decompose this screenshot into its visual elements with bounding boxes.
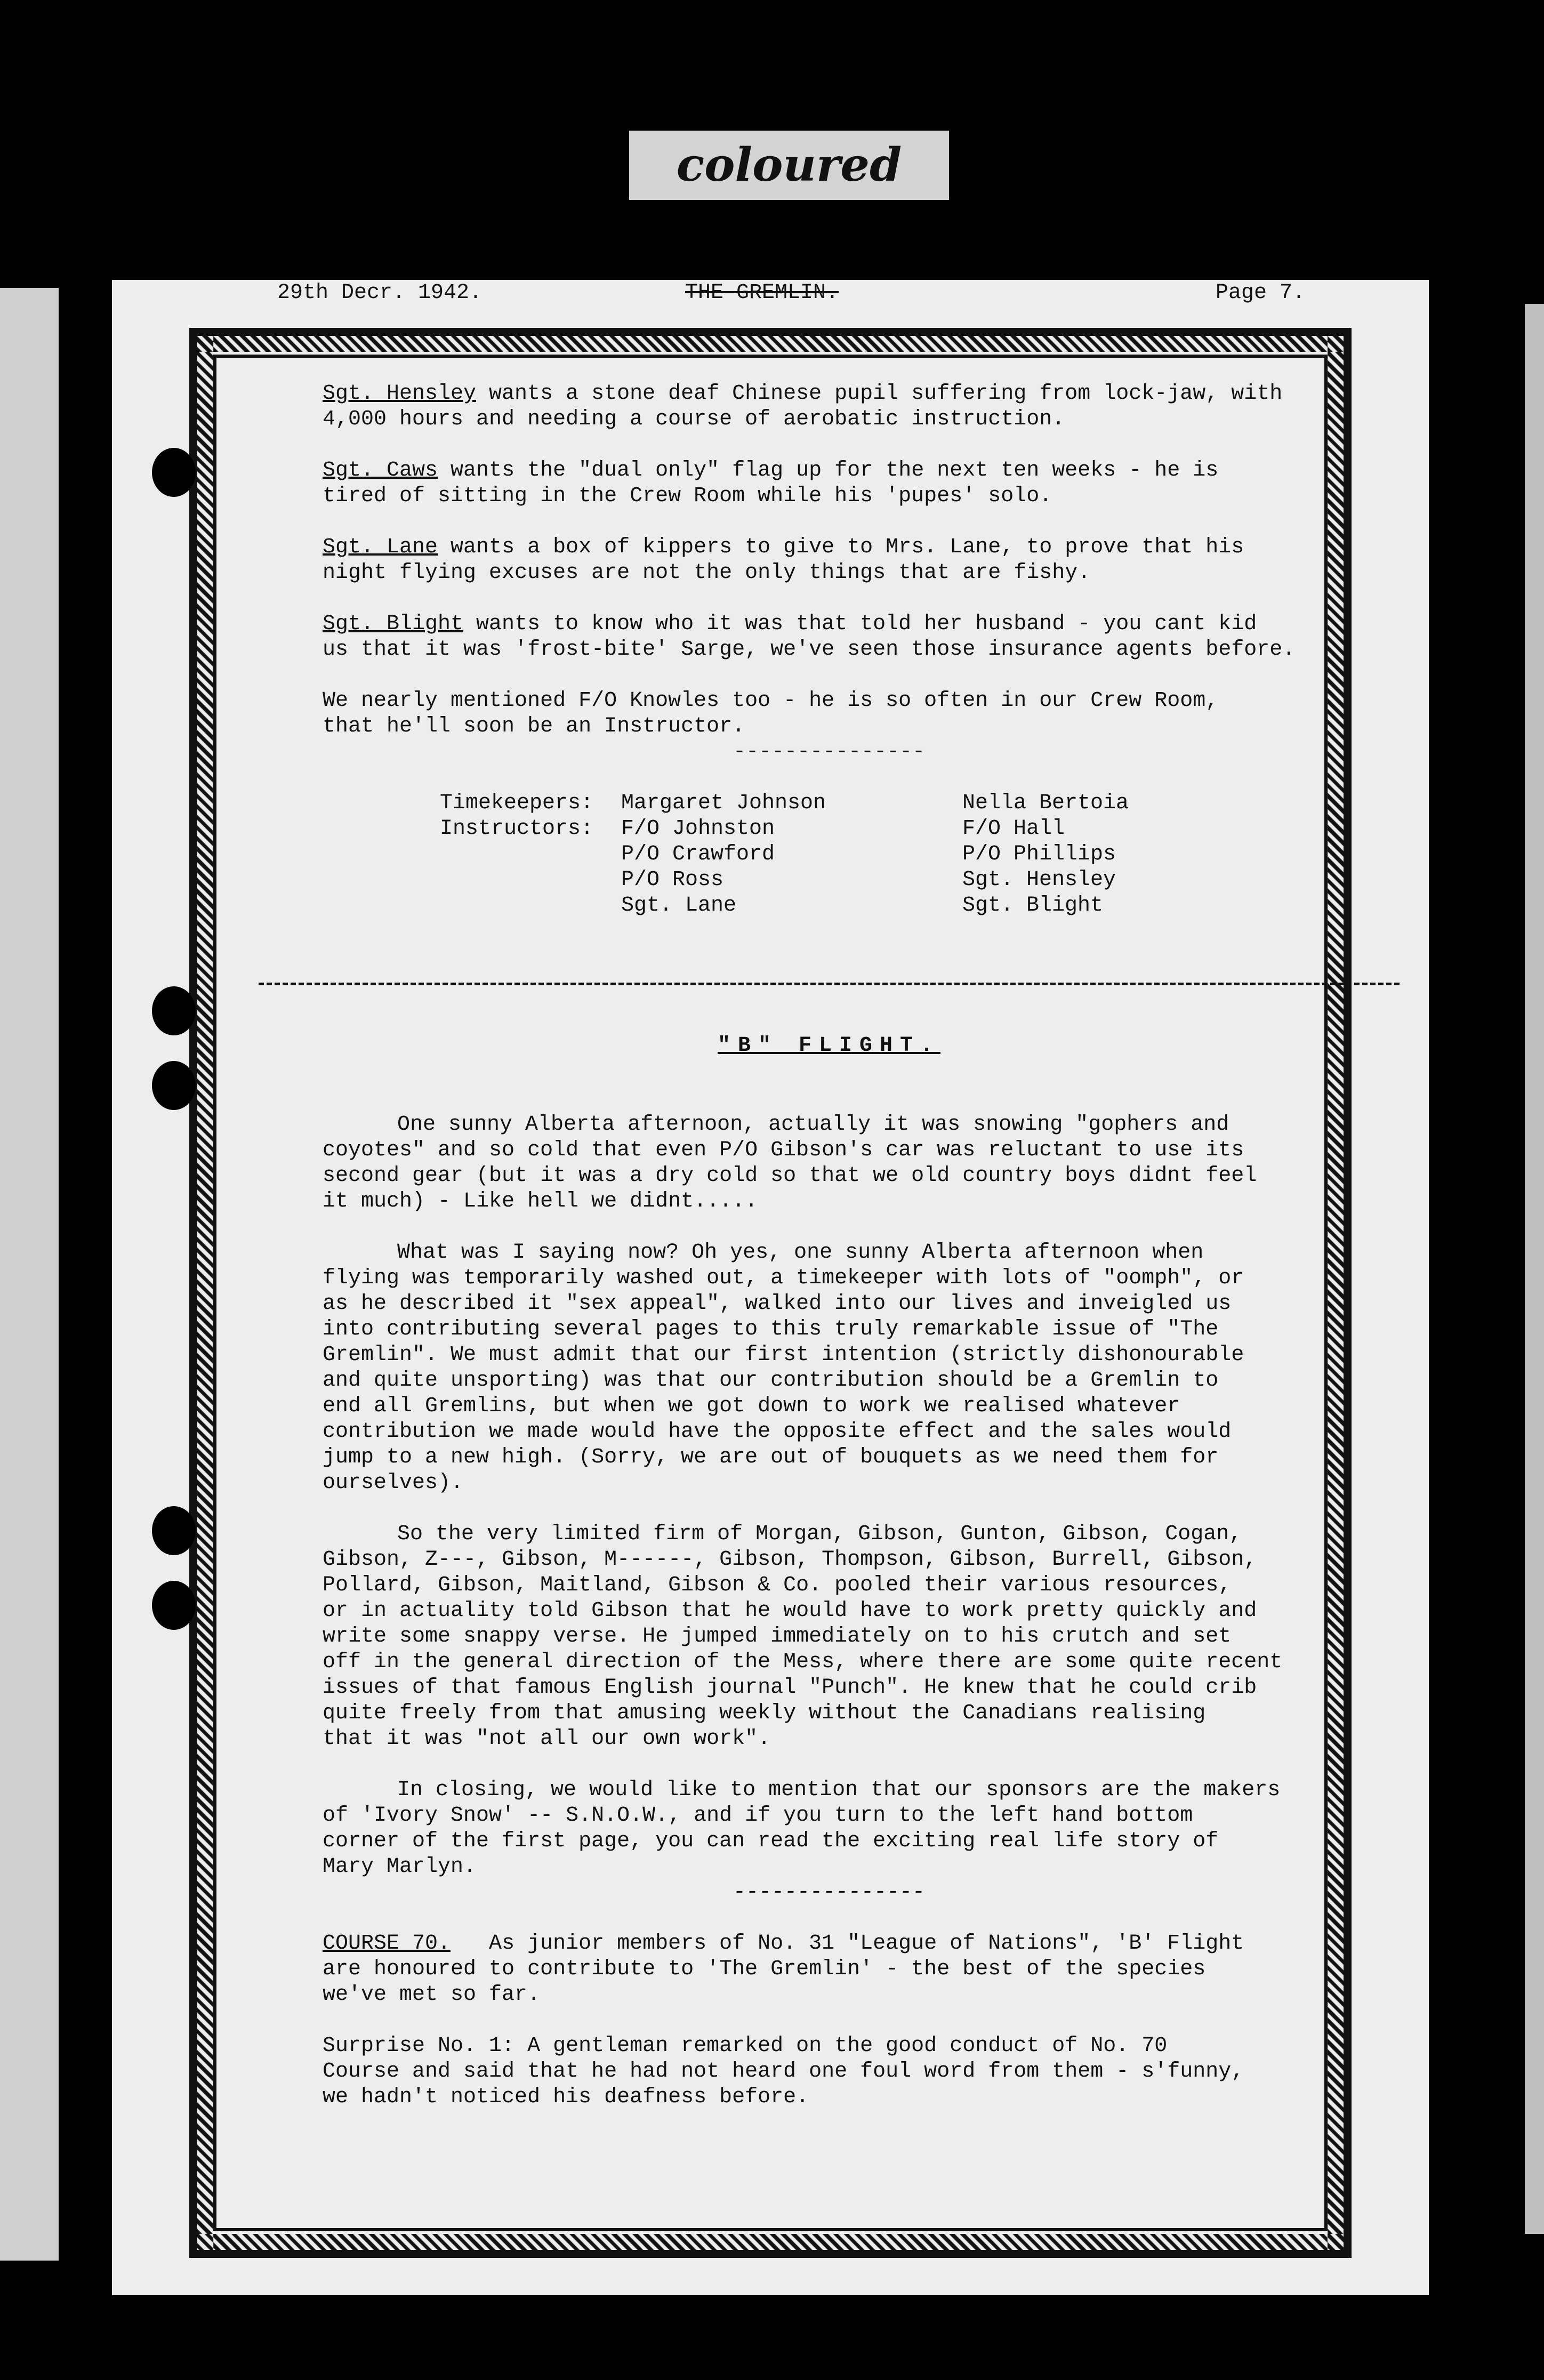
- paragraph-blight: [323, 612, 1336, 663]
- b-flight-paragraph-4: In closing, we would like to mention that our sponsors are the makers of 'Ivory Snow' -- S.N.O.W., and if you turn to the left hand bottom corner of the first page, you can read the exciting real life story of Mary Marlyn.: [323, 1778, 1281, 1879]
- name-lane: Sgt. Lane: [323, 535, 438, 559]
- separator-2: ---------------: [733, 1880, 926, 1904]
- staff-list: [323, 791, 1336, 951]
- paragraph-hensley: [323, 381, 1336, 432]
- text-caws: wants the "dual only" flag up for the next ten weeks - he is tired of sitting in the Crew Room while his 'pupes' solo.: [323, 459, 1219, 508]
- staff-labels: Timekeepers: Instructors:: [440, 791, 594, 841]
- punch-hole: [152, 986, 196, 1035]
- punch-hole: [152, 1506, 196, 1555]
- paragraph-knowles: We nearly mentioned F/O Knowles too - he is so often in our Crew Room, that he'll soon be an Instructor.: [323, 689, 1219, 738]
- separator: ---------------: [733, 740, 926, 764]
- text-hensley: wants a stone deaf Chinese pupil suffering from lock-jaw, with 4,000 hours and needing a course of aerobatic instruction.: [323, 382, 1283, 431]
- punch-hole: [152, 1061, 196, 1110]
- staff-column-2: Nella Bertoia F/O Hall P/O Phillips Sgt. Hensley Sgt. Blight: [962, 791, 1129, 918]
- page-number: Page 7.: [1216, 281, 1306, 305]
- course-70-text: As junior members of No. 31 "League of Nations", 'B' Flight are honoured to contribute to 'The Gremlin' - the best of the species we've met so far.: [323, 1932, 1244, 2007]
- archive-label: coloured: [676, 138, 902, 192]
- document-page: [112, 280, 1429, 2295]
- surprise-paragraph: Surprise No. 1: A gentleman remarked on the good conduct of No. 70 Course and said that he had not heard one foul word from them - s'funny, we hadn't noticed his deafness before.: [323, 2034, 1244, 2109]
- punch-hole: [152, 1581, 196, 1630]
- b-flight-paragraph-3: So the very limited firm of Morgan, Gibson, Gunton, Gibson, Cogan, Gibson, Z---, Gibson, M------, Gibson, Thompson, Gibson, Burrell, Gibson, Pollard, Gibson, Maitland, Gibson & Co. pooled their various resources, or in actuality told Gibson that he would have to work pretty quickly and write some snappy verse. He jumped immediately on to his crutch and set off in the general direction of the Mess, where there are some quite recent issues of that famous English journal "Punch". He knew that he could crib quite freely from that amusing weekly without the Canadians realising that it was "not all our own work".: [323, 1522, 1283, 1751]
- b-flight-paragraph-2: What was I saying now? Oh yes, one sunny Alberta afternoon when flying was temporarily washed out, a timekeeper with lots of "oomph", or as he described it "sex appeal", walked into our lives and inveigled us into contributing several pages to this truly remarkable issue of "The Gremlin". We must admit that our first intention (strictly dishonourable and quite unsporting) was that our contribution should be a Gremlin to end all Gremlins, but when we got down to work we realised whatever contribution we made would have the opposite effect and the sales would jump to a new high. (Sorry, we are out of bouquets as we need them for ourselves).: [323, 1241, 1244, 1495]
- adjacent-page-right: [1525, 304, 1544, 2234]
- name-hensley: Sgt. Hensley: [323, 382, 477, 406]
- name-blight: Sgt. Blight: [323, 612, 464, 636]
- b-flight-paragraph-1: One sunny Alberta afternoon, actually it was snowing "gophers and coyotes" and so cold that even P/O Gibson's car was reluctant to use its second gear (but it was a dry cold so that we old country boys didnt feel it much) - Like hell we didnt.....: [323, 1113, 1257, 1213]
- page-content: [323, 381, 1336, 2136]
- paragraph-lane: [323, 535, 1336, 586]
- adjacent-page-left: [0, 288, 59, 2261]
- paragraph-caws: [323, 458, 1336, 509]
- course-70-label: COURSE 70.: [323, 1932, 451, 1956]
- course-70-paragraph: [323, 1931, 1336, 2008]
- b-flight-heading: "B" FLIGHT.: [717, 1034, 941, 1058]
- text-blight: wants to know who it was that told her husband - you cant kid us that it was 'frost-bite' Sarge, we've seen those insurance agents before.: [323, 612, 1296, 662]
- text-lane: wants a box of kippers to give to Mrs. Lane, to prove that his night flying excuses are not the only things that are fishy.: [323, 535, 1244, 585]
- name-caws: Sgt. Caws: [323, 459, 438, 483]
- page-date: 29th Decr. 1942.: [277, 281, 482, 305]
- staff-column-1: Margaret Johnson F/O Johnston P/O Crawford P/O Ross Sgt. Lane: [621, 791, 826, 918]
- page-heading: THE GREMLIN.: [685, 281, 839, 305]
- dashed-divider: [259, 983, 1400, 985]
- punch-hole: [152, 448, 196, 497]
